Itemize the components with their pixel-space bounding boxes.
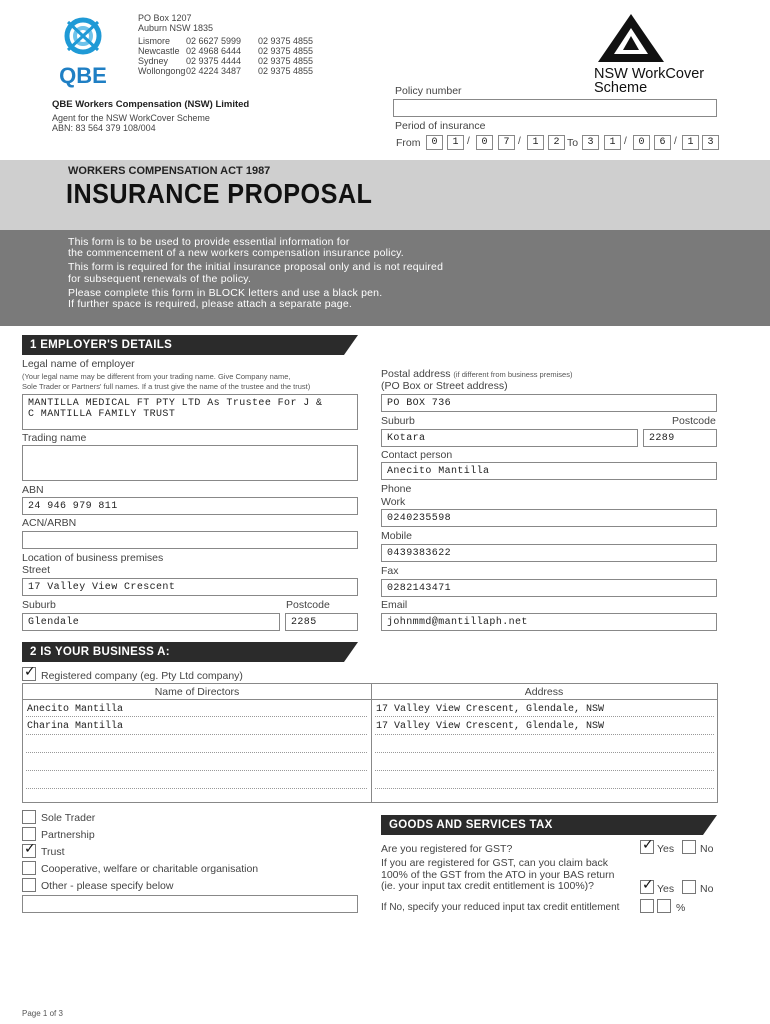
from-year-digit-2[interactable]: 2: [548, 135, 565, 150]
check-icon: ✓: [24, 841, 36, 857]
trading-name-label: Trading name: [22, 432, 87, 444]
row-line: [26, 788, 367, 789]
location-label: Location of business premises: [22, 552, 164, 564]
mobile-label: Mobile: [381, 530, 412, 542]
row-line: [26, 752, 367, 753]
director-name[interactable]: Anecito Mantilla: [27, 704, 124, 715]
office-city: Sydney: [138, 56, 169, 66]
qbe-logo-icon: [48, 12, 118, 64]
row-line: [26, 770, 367, 771]
percent-sign: %: [676, 902, 686, 914]
registered-company-checkbox[interactable]: [22, 664, 36, 681]
act-title: WORKERS COMPENSATION ACT 1987: [68, 165, 271, 177]
legal-name-value-2: C MANTILLA FAMILY TRUST: [28, 409, 176, 420]
directors-header: Name of Directors: [154, 686, 240, 698]
gst-question-1: Are you registered for GST?: [381, 843, 513, 855]
street-label: Street: [22, 564, 51, 576]
no-label: No: [700, 843, 714, 855]
postal-suburb-field[interactable]: Kotara: [381, 429, 638, 447]
postal-address-label: [381, 368, 572, 380]
directors-table: [22, 683, 718, 803]
fax-label: Fax: [381, 565, 399, 577]
abn-field[interactable]: 24 946 979 811: [22, 497, 358, 515]
acn-label: ACN/ARBN: [22, 517, 77, 529]
qbe-logo: [48, 12, 118, 88]
from-year-digit-1[interactable]: 1: [527, 135, 544, 150]
cooperative-label: Cooperative, welfare or charitable organisation: [41, 863, 259, 875]
address-header: Address: [524, 686, 564, 698]
legal-name-note-1: (Your legal name may be different from your trading name. Give Company name,: [22, 372, 291, 381]
email-field[interactable]: johnmmd@mantillaph.net: [381, 613, 717, 631]
from-month-digit-2[interactable]: 7: [498, 135, 515, 150]
gst-q2-line1: If you are registered for GST, can you claim back: [381, 857, 609, 869]
no-label: No: [700, 883, 714, 895]
office-row: [138, 56, 313, 66]
contact-field[interactable]: Anecito Mantilla: [381, 462, 717, 480]
office-row: [138, 66, 313, 76]
partnership-label: Partnership: [41, 829, 95, 841]
partnership-checkbox[interactable]: [22, 827, 36, 841]
postal-postcode-field[interactable]: 2289: [643, 429, 717, 447]
to-month-digit-2[interactable]: 6: [654, 135, 671, 150]
contact-label: Contact person: [381, 449, 453, 461]
check-icon: ✓: [642, 877, 654, 893]
office-row: [138, 46, 313, 56]
work-label: Work: [381, 496, 406, 508]
policy-number-field[interactable]: [393, 99, 717, 117]
gst-claim-yes-checkbox[interactable]: [640, 877, 654, 894]
itc-percent-digit-2[interactable]: [657, 899, 671, 913]
from-day-digit-1[interactable]: 0: [426, 135, 443, 150]
trust-label: Trust: [41, 846, 65, 858]
trust-checkbox[interactable]: [22, 841, 36, 858]
postcode-label: Postcode: [286, 599, 330, 611]
legal-name-value-1: MANTILLA MEDICAL FT PTY LTD As Trustee For J &: [28, 398, 323, 409]
other-label: Other - please specify below: [41, 880, 174, 892]
row-line: [375, 788, 714, 789]
other-specify-field[interactable]: [22, 895, 358, 913]
cooperative-checkbox[interactable]: [22, 861, 36, 875]
nsw-logo-line2: Scheme: [594, 80, 648, 96]
office-row: [138, 36, 313, 46]
nsw-workcover-logo: [594, 12, 724, 97]
gst-registered-no-checkbox[interactable]: [682, 840, 696, 854]
office-fax: 02 9375 4855: [258, 66, 314, 76]
legal-name-field[interactable]: [22, 394, 358, 430]
office-city: Lismore: [138, 36, 171, 46]
section2-heading: 2 IS YOUR BUSINESS A:: [22, 642, 344, 662]
registered-company-label: Registered company (eg. Pty Ltd company): [41, 670, 243, 682]
row-line: [375, 716, 714, 717]
row-line: [375, 752, 714, 753]
email-label: Email: [381, 599, 408, 611]
row-line: [375, 770, 714, 771]
date-separator: /: [624, 136, 627, 147]
row-line: [26, 716, 367, 717]
gst-question-2: [381, 858, 614, 893]
office-fax: 02 9375 4855: [258, 36, 314, 46]
director-address[interactable]: 17 Valley View Crescent, Glendale, NSW: [376, 704, 605, 715]
triangle-logo-icon: [596, 12, 666, 64]
from-day-digit-2[interactable]: 1: [447, 135, 464, 150]
to-day-digit-1[interactable]: 3: [582, 135, 599, 150]
fax-field[interactable]: 0282143471: [381, 579, 717, 597]
postal-label: Postal address: [381, 368, 451, 380]
postal-suburb-label: Suburb: [381, 415, 415, 427]
address-line-1: PO Box 1207: [138, 13, 192, 23]
to-year-digit-1[interactable]: 1: [682, 135, 699, 150]
gst-registered-yes-checkbox[interactable]: [640, 837, 654, 854]
mobile-field[interactable]: 0439383622: [381, 544, 717, 562]
intro-line: This form is to be used to provide essential information for: [68, 236, 350, 248]
trading-name-field[interactable]: [22, 445, 358, 481]
yes-label: Yes: [657, 883, 675, 895]
legal-name-note-2: Sole Trader or Partners' full names. If a trust give the name of the trustee and the trust): [22, 382, 311, 391]
qbe-logo-text: QBE: [59, 63, 107, 88]
date-separator: /: [674, 136, 677, 147]
row-line: [26, 734, 367, 735]
acn-field[interactable]: [22, 531, 358, 549]
check-icon: ✓: [24, 664, 36, 680]
postal-note: (if different from business premises): [453, 370, 573, 379]
to-year-digit-2[interactable]: 3: [702, 135, 719, 150]
policy-number-label: Policy number: [395, 85, 462, 97]
abn-label: ABN: [22, 484, 44, 496]
intro-line: Please complete this form in BLOCK letters and use a black pen.: [68, 286, 383, 299]
page-title: INSURANCE PROPOSAL: [66, 178, 373, 209]
date-separator: /: [518, 136, 521, 147]
office-city: Wollongong: [138, 66, 186, 76]
other-checkbox[interactable]: [22, 878, 36, 892]
abn-line: ABN: 83 564 379 108/004: [52, 123, 156, 133]
legal-name-label: Legal name of employer: [22, 358, 135, 370]
intro-line: the commencement of a new workers compensation insurance policy.: [68, 247, 404, 260]
from-label: From: [396, 137, 421, 149]
gst-heading: GOODS AND SERVICES TAX: [381, 815, 703, 835]
postcode-field[interactable]: 2285: [285, 613, 358, 631]
postal-address-field[interactable]: PO BOX 736: [381, 394, 717, 412]
office-phone: 02 9375 4444: [186, 56, 242, 66]
company-name: QBE Workers Compensation (NSW) Limited: [52, 99, 250, 110]
section1-heading: 1 EMPLOYER'S DETAILS: [22, 335, 344, 355]
date-separator: /: [467, 136, 470, 147]
office-phone: 02 4968 6444: [186, 46, 242, 56]
agent-line: Agent for the NSW WorkCover Scheme: [52, 113, 210, 123]
gst-claim-no-checkbox[interactable]: [682, 880, 696, 894]
intro-text: [68, 237, 443, 310]
check-icon: ✓: [642, 837, 654, 853]
to-month-digit-1[interactable]: 0: [633, 135, 650, 150]
gst-question-3: If No, specify your reduced input tax credit entitlement: [381, 902, 620, 913]
row-line: [375, 734, 714, 735]
office-phone: 02 6627 5999: [186, 36, 242, 46]
office-city: Newcastle: [138, 46, 180, 56]
sole-trader-checkbox[interactable]: [22, 810, 36, 824]
itc-percent-digit-1[interactable]: [640, 899, 654, 913]
postal-sub-label: (PO Box or Street address): [381, 380, 508, 392]
director-address[interactable]: 17 Valley View Crescent, Glendale, NSW: [376, 721, 605, 732]
gst-q2-line2: 100% of the GST from the ATO in your BAS return: [381, 868, 615, 881]
from-month-digit-1[interactable]: 0: [476, 135, 493, 150]
nsw-logo-line1: NSW WorkCover: [594, 66, 705, 82]
office-phone: 02 4224 3487: [186, 66, 242, 76]
address-line-2: Auburn NSW 1835: [138, 23, 214, 33]
work-phone-field[interactable]: 0240235598: [381, 509, 717, 527]
gst-q2-line3: (ie. your input tax credit entitlement is 100%)?: [381, 880, 595, 892]
intro-line: This form is required for the initial insurance proposal only and is not required: [68, 261, 444, 274]
sole-trader-label: Sole Trader: [41, 812, 96, 824]
page-number: Page 1 of 3: [22, 1009, 63, 1018]
yes-label: Yes: [657, 843, 675, 855]
intro-line: If further space is required, please attach a separate page.: [68, 298, 353, 311]
intro-line: for subsequent renewals of the policy.: [68, 272, 252, 285]
to-label: To: [567, 137, 579, 149]
suburb-field[interactable]: Glendale: [22, 613, 280, 631]
office-fax: 02 9375 4855: [258, 46, 314, 56]
postal-postcode-label: Postcode: [672, 415, 716, 427]
to-day-digit-2[interactable]: 1: [604, 135, 621, 150]
street-field[interactable]: 17 Valley View Crescent: [22, 578, 358, 596]
office-fax: 02 9375 4855: [258, 56, 314, 66]
phone-label: Phone: [381, 483, 412, 495]
director-name[interactable]: Charina Mantilla: [27, 721, 124, 732]
period-label: Period of insurance: [395, 120, 486, 132]
suburb-label: Suburb: [22, 599, 56, 611]
